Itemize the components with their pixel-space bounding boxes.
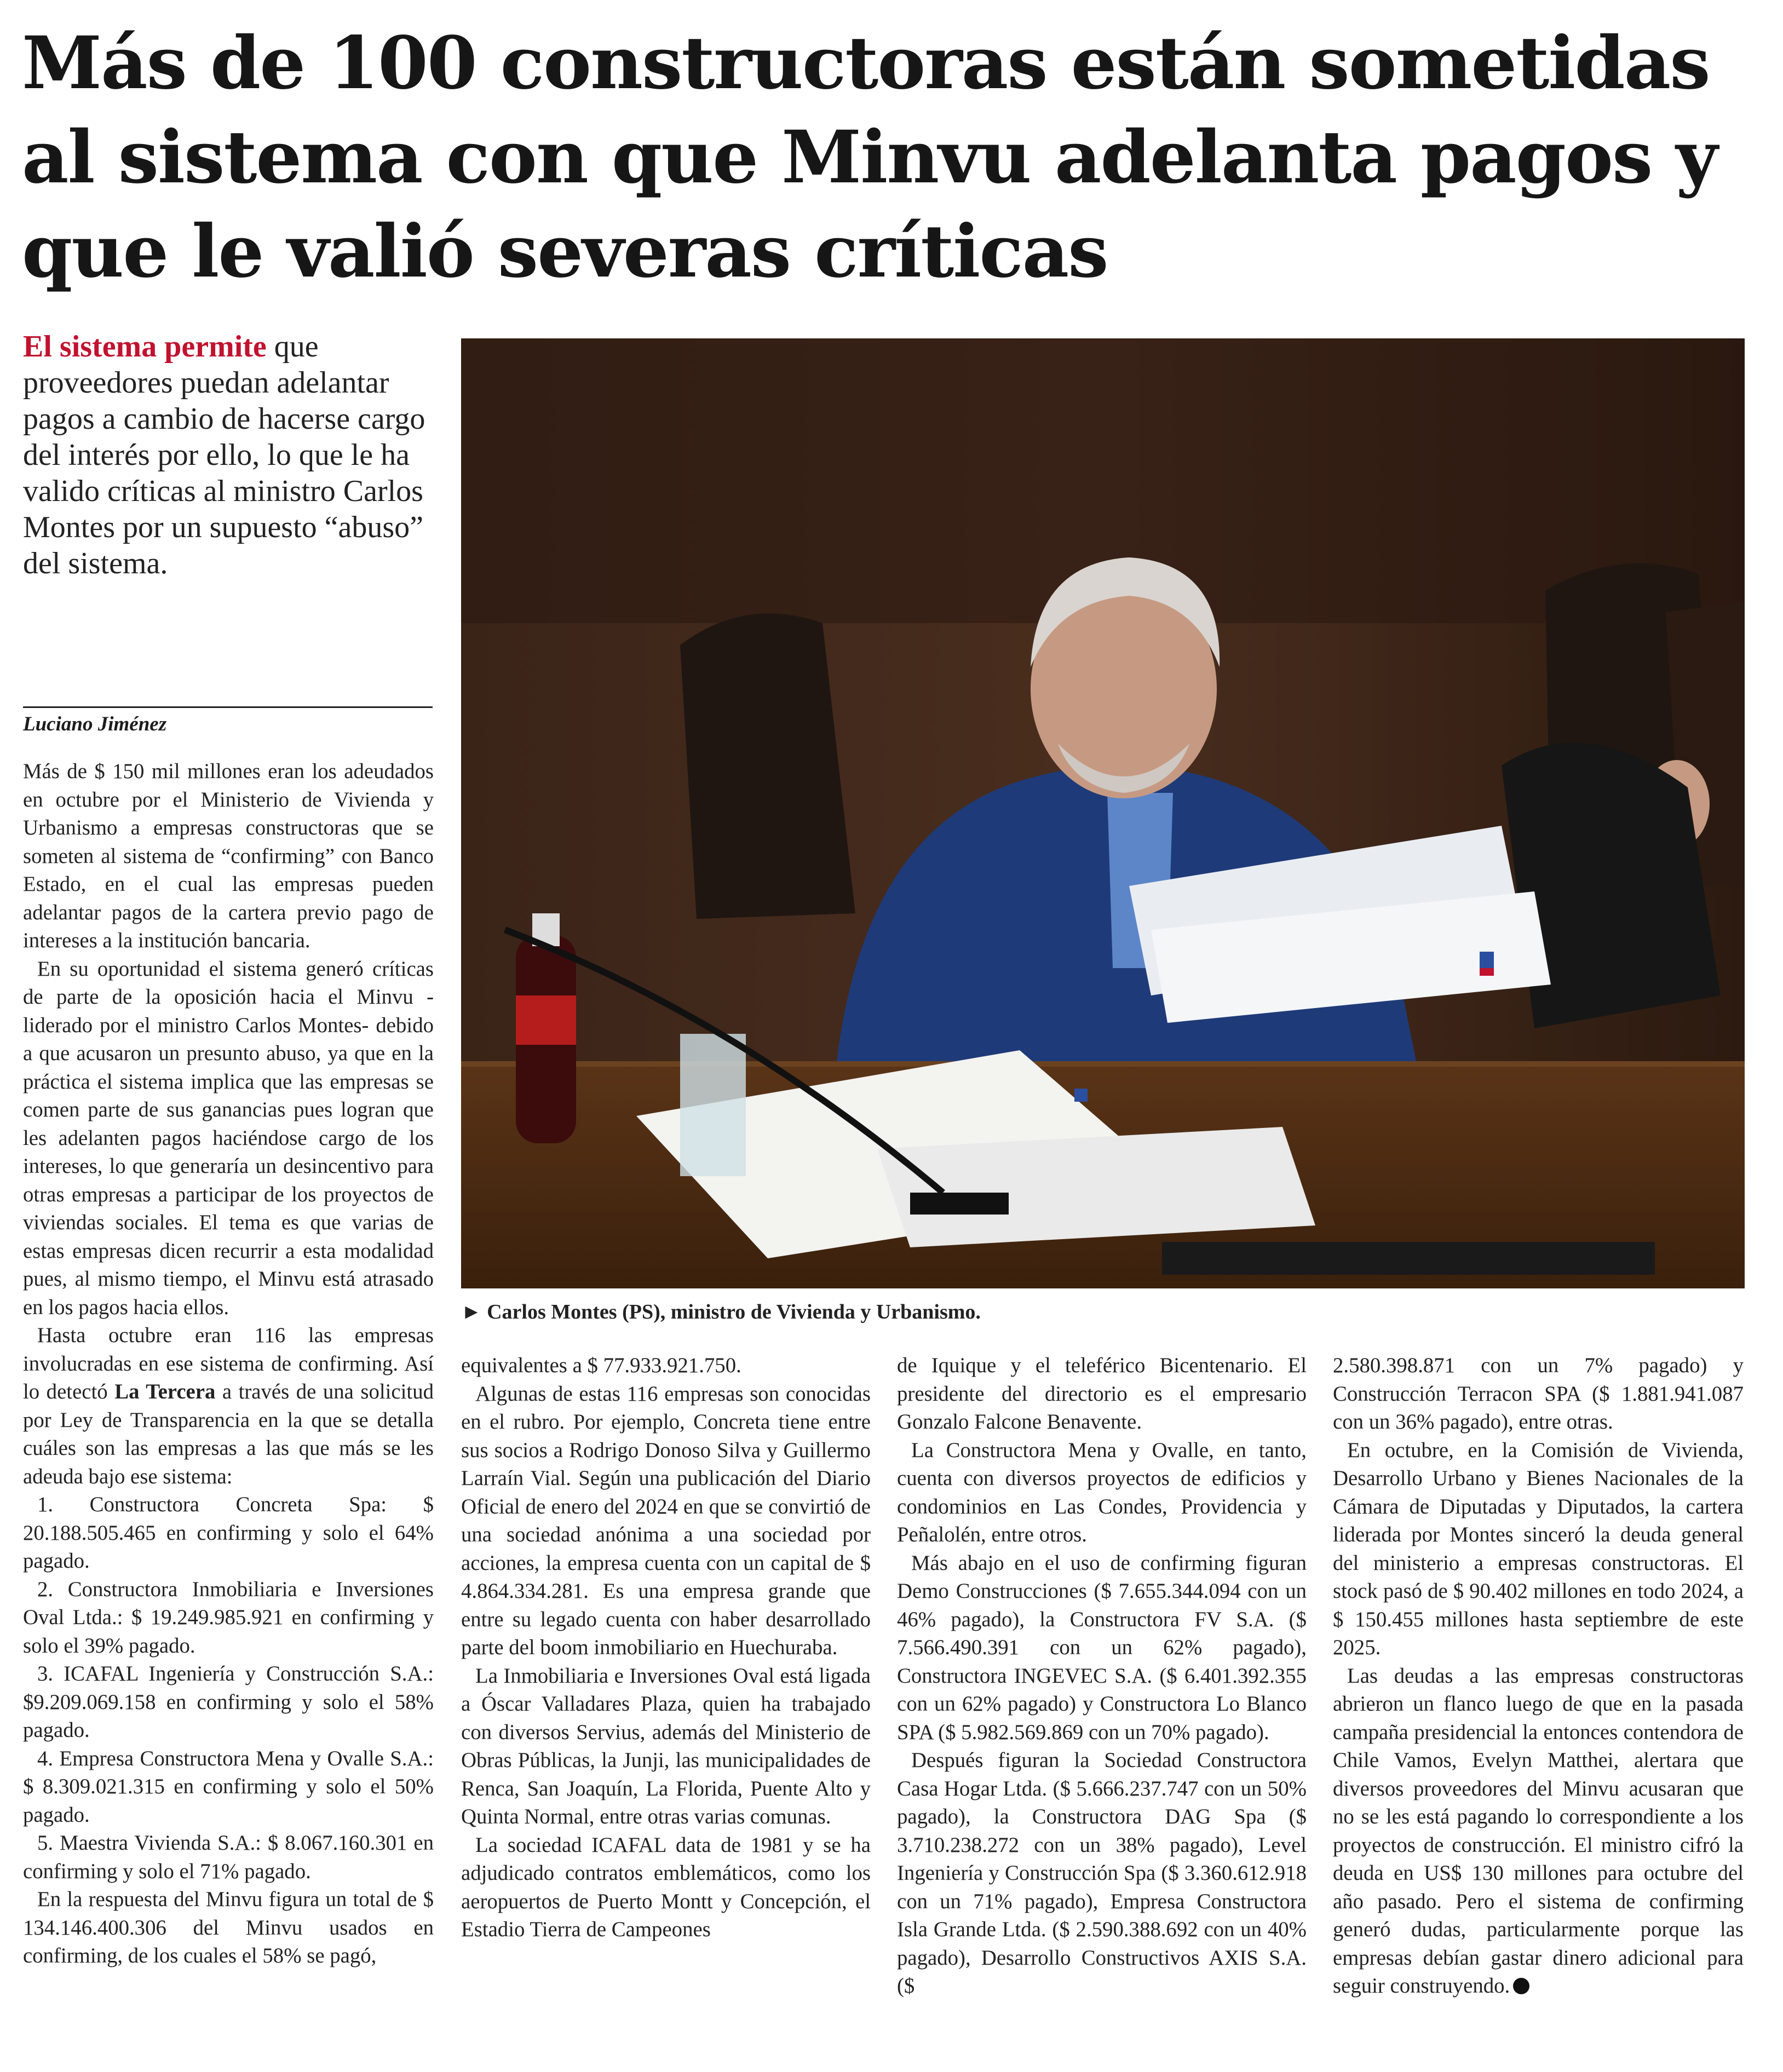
text-column-1 [23, 757, 434, 1970]
article-photo [461, 338, 1745, 1288]
paragraph: Algunas de estas 116 empresas son conocidas en el rubro. Por ejemplo, Concreta tiene entre sus socios a Rodrigo Donoso Silva y Guillermo Larraín Vial. Según una publicación del Diario Oficial de enero del 2024 en que se convirtió de una sociedad anónima a una sociedad por acciones, la empresa cuenta con un capital de $ 4.864.334.281. Es una empresa grande que entre su legado cuenta con haber desarrollado parte del boom inmobiliario en Huechuraba. [461, 1382, 871, 1659]
text-column-3 [897, 1351, 1307, 2000]
paragraph-text: a través de una solicitud por Ley de Transparencia en la que se detalla cuáles son las empresas a las que más se les adeuda bajo ese sistema: [23, 1380, 434, 1488]
paragraph [23, 1321, 434, 1490]
lead-paragraph [23, 329, 439, 582]
end-of-article-mark [1513, 1978, 1529, 1994]
paragraph: En octubre, en la Comisión de Vivienda, Desarrollo Urbano y Bienes Nacionales de la Cámara de Diputadas y Diputados, la cartera liderada por Montes sinceró la deuda general del ministerio a empresas constructoras. El stock pasó de $ 90.402 millones en todo 2024, a $ 150.455 millones hasta septiembre de este 2025. [1333, 1438, 1744, 1659]
list-item: 5. Maestra Vivienda S.A.: $ 8.067.160.301 en confirming y solo el 71% pagado. [23, 1831, 434, 1883]
paragraph: 2.580.398.871 con un 7% pagado) y Construcción Terracon SPA ($ 1.881.941.087 con un 36% pagado), entre otras. [1333, 1354, 1744, 1434]
paragraph-text: Las deudas a las empresas constructoras abrieron un flanco luego de que en la pasada campaña presidencial la entonces contendora de Chile Vamos, Evelyn Matthei, alertara que diversos proveedores del Minvu acusaran que no se les está pagando lo correspondiente a los proyectos de construcción. El ministro cifró la deuda en US$ 130 millones para octubre del año pasado. Pero el sistema de confirming generó dudas, particularmente porque las empresas debían gastar dinero adicional para seguir construyendo. [1333, 1664, 1744, 1998]
byline: Luciano Jiménez [23, 713, 167, 735]
paragraph: equivalentes a $ 77.933.921.750. [461, 1354, 741, 1377]
paragraph: La sociedad ICAFAL data de 1981 y se ha adjudicado contratos emblemáticos, como los aeropuertos de Puerto Montt y Concepción, el Estadio Tierra de Campeones [461, 1833, 871, 1941]
paragraph: Después figuran la Sociedad Constructora Casa Hogar Ltda. ($ 5.666.237.747 con un 50% pagado), la Constructora DAG Spa ($ 3.710.238.272 con un 38% pagado), Level Ingeniería y Construcción Spa ($ 3.360.612.918 con un 71% pagado), Empresa Constructora Isla Grande Ltda. ($ 2.590.388.692 con un 40% pagado), Desarrollo Constructivos AXIS S.A. ($ [897, 1748, 1307, 1998]
lead-highlight: El sistema permite [23, 330, 267, 364]
text-column-2 [461, 1351, 871, 1944]
photo-caption: ► Carlos Montes (PS), ministro de Vivienda y Urbanismo. [461, 1300, 981, 1323]
paragraph: de Iquique y el teleférico Bicentenario. El presidente del directorio es el empresario Gonzalo Falcone Benavente. [897, 1354, 1307, 1434]
list-item: 3. ICAFAL Ingeniería y Construcción S.A.: $9.209.069.158 en confirming y solo el 58% pagado. [23, 1662, 434, 1742]
text-column-4 [1333, 1351, 1744, 2000]
lead-text: que proveedores puedan adelantar pagos a cambio de hacerse cargo del interés por ello, lo que le ha valido críticas al ministro Carlos Montes por un supuesto “abuso” del sistema. [23, 330, 425, 580]
list-item: 1. Constructora Concreta Spa: $ 20.188.505.465 en confirming y solo el 64% pagado. [23, 1493, 434, 1573]
paragraph: La Constructora Mena y Ovalle, en tanto, cuenta con diversos proyectos de edificios y condominios en Las Condes, Providencia y Peñalolén, entre otros. [897, 1438, 1307, 1546]
paragraph: En su oportunidad el sistema generó críticas de parte de la oposición hacia el Minvu -liderado por el ministro Carlos Montes- debido a que acusaron un presunto abuso, ya que en la práctica el sistema implica que las empresas se comen parte de sus ganancias pues logran que les adelanten pagos haciéndose cargo de los intereses, lo que generaría un desincentivo para otras empresas a participar de los proyectos de viviendas sociales. El tema es que varias de estas empresas dicen recurrir a esta modalidad pues, al mismo tiempo, el Minvu está atrasado en los pagos hacia ellos. [23, 957, 434, 1319]
paragraph-text: Hasta octubre eran 116 las empresas involucradas en ese sistema de confirming. Así lo detectó [23, 1323, 434, 1403]
byline-divider [23, 706, 433, 708]
paragraph: Más abajo en el uso de confirming figuran Demo Construcciones ($ 7.655.344.094 con un 46% pagado), la Constructora FV S.A. ($ 7.566.490.391 con un 62% pagado), Constructora INGEVEC S.A. ($ 6.401.392.355 con un 62% pagado) y Constructora Lo Blanco SPA ($ 5.982.569.869 con un 70% pagado). [897, 1551, 1307, 1744]
newspaper-name: La Tercera [114, 1380, 216, 1403]
paragraph: Más de $ 150 mil millones eran los adeudados en octubre por el Ministerio de Vivienda y Urbanismo a empresas constructoras que se someten al sistema de “confirming” con Banco Estado, en el cual las empresas pueden adelantar pagos de la cartera previo pago de intereses a la institución bancaria. [23, 759, 434, 952]
paragraph [1333, 1662, 1744, 2000]
list-item: 2. Constructora Inmobiliaria e Inversiones Oval Ltda.: $ 19.249.985.921 en confirming y solo el 39% pagado. [23, 1577, 434, 1657]
paragraph: La Inmobiliaria e Inversiones Oval está ligada a Óscar Valladares Plaza, quien ha trabajado con diversos Servius, además del Ministerio de Obras Públicas, la Junji, las municipalidades de Renca, San Joaquín, La Florida, Puente Alto y Quinta Normal, entre otras varias comunas. [461, 1664, 871, 1828]
list-item: 4. Empresa Constructora Mena y Ovalle S.A.: $ 8.309.021.315 en confirming y solo el 50% pagado. [23, 1746, 434, 1827]
paragraph: En la respuesta del Minvu figura un total de $ 134.146.400.306 del Minvu usados en confirming, de los cuales el 58% se pagó, [23, 1887, 434, 1967]
headline: Más de 100 constructoras están sometidas al sistema con que Minvu adelanta pagos y que le valió severas críticas [22, 21, 1717, 294]
